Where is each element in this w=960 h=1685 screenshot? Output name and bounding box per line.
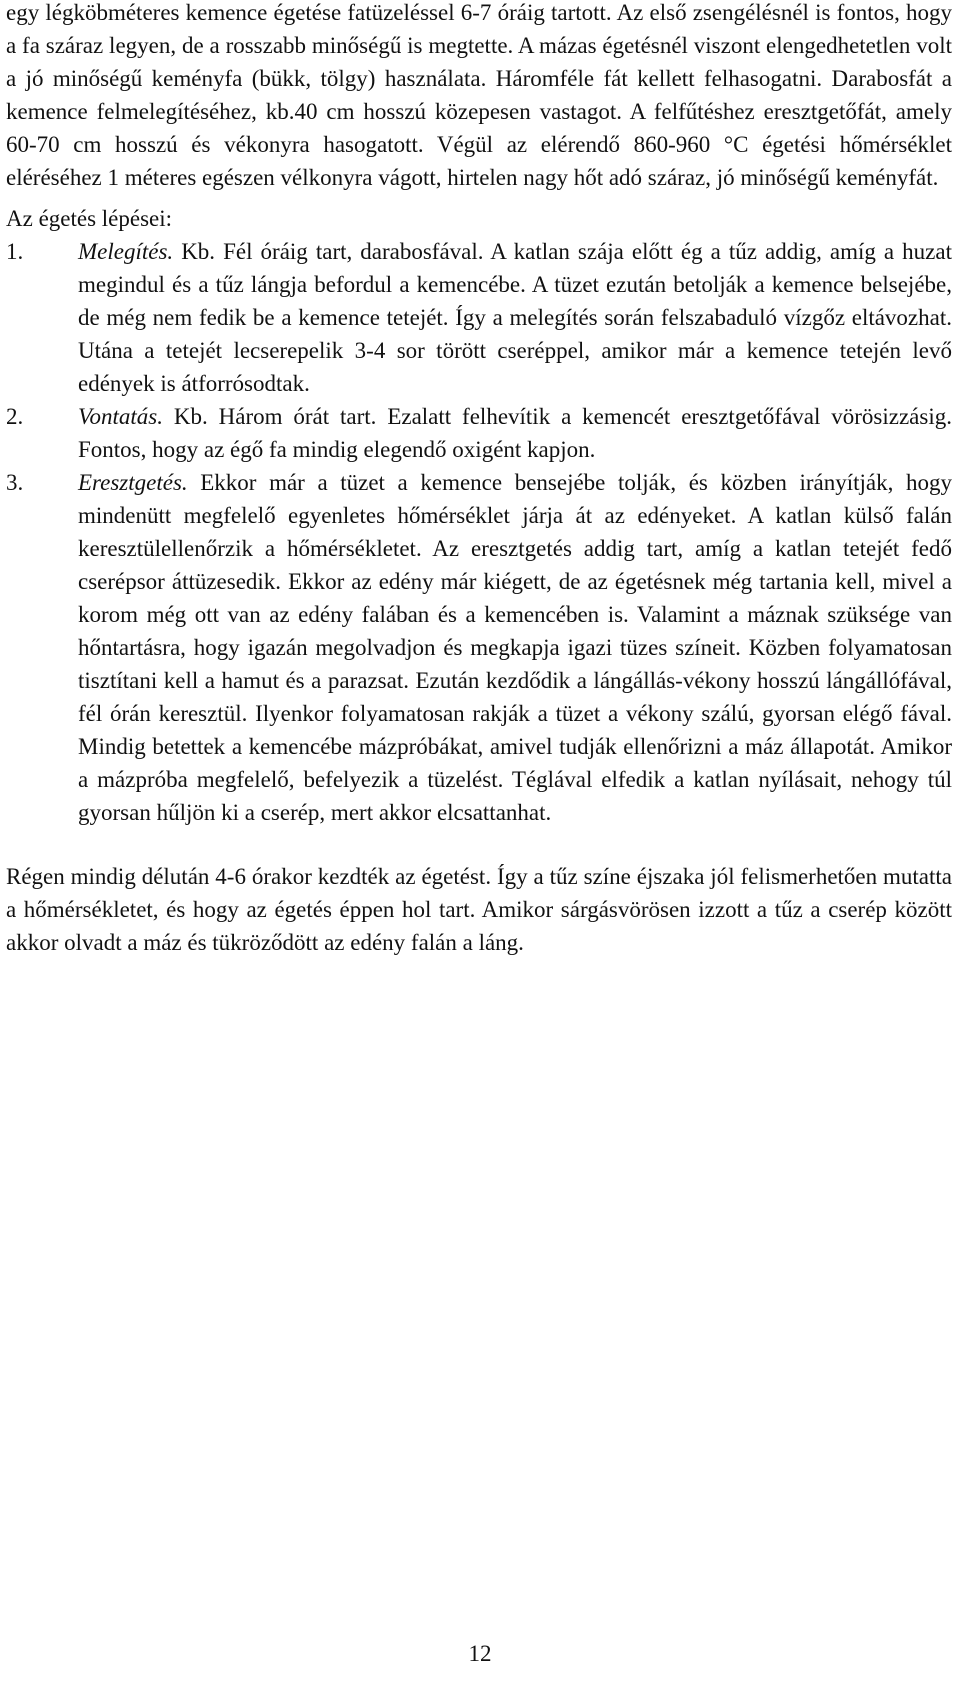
closing-paragraph: Régen mindig délután 4-6 órakor kezdték az égetést. Így a tűz színe éjszaka jól felismerhetően mutatta a hőmérsékletet, és hogy az égetés éppen hol tart. Amikor sárgásvörösen izzott a tűz a cserép között akkor olvadt a máz és tükröződött az edény falán a láng. — [6, 864, 952, 955]
step-text: Kb. Fél óráig tart, darabosfával. A katlan szája előtt ég a tűz addig, amíg a huzat megindul és a tűz lángja befordul a kemencébe. A tüzet ezután betolják a kemence belsejébe, de még nem fedik be a kemence tetejét. Így a melegítés során felszabaduló vízgőz eltávozhat. Utána a tetejét lecserepelik 3-4 sor törött cseréppel, amikor már a kemence tetején levő edények is átforrósodtak. — [78, 239, 952, 396]
step-name: Vontatás. — [78, 404, 163, 429]
steps-heading: Az égetés lépései: — [6, 206, 173, 231]
step-text: Kb. Három órát tart. Ezalatt felhevítik a kemencét eresztgetőfával vörösizzásig. Fontos, hogy az égő fa mindig elegendő oxigént kapjon. — [78, 404, 952, 462]
step-text: Ekkor már a tüzet a kemence bensejébe tolják, és közben irányítják, hogy mindenütt megfelelő egyenletes hőmérséklet járja át az edényeket. A katlan külső falán keresztülellenőrzik a hőmérsékletet. Az eresztgetés addig tart, amíg a katlan tetejét fedő cserépsor áttüzesedik. Ekkor az edény már kiégett, de az égetésnek még tartania kell, mivel a korom még ott van az edény falában és a kemencében is. Valamint a máznak szüksége van hőntartásra, hogy igazán megolvadjon és megkapja igazi tüzes színeit. Közben folyamatosan tisztítani kell a hamut és a parazsat. Ezután kezdődik a lángállás-vékony hosszú lángállófával, fél órán keresztül. Ilyenkor folyamatosan rakják a tüzet a vékony szálú, gyorsan elégő fával. Mindig betettek a kemencébe mázpróbákat, amivel tudják ellenőrizni a máz állapotát. Amikor a mázpróba megfelelő, befelyezik a tüzelést. Téglával elfedik a katlan nyílásait, nehogy túl gyorsan hűljön ki a cserép, mert akkor elcsattanhat. — [78, 470, 952, 825]
steps-list — [6, 235, 952, 829]
step-item-1 — [6, 235, 952, 400]
page-number: 12 — [468, 1641, 492, 1666]
step-item-2 — [6, 400, 952, 466]
step-number: 1. — [6, 239, 24, 264]
intro-paragraph: egy légköbméteres kemence égetése fatüzeléssel 6-7 óráig tartott. Az első zsengélésnél is fontos, hogy a fa száraz legyen, de a rosszabb minőségű is megtette. A mázas égetésnél viszont elengedhetetlen volt a jó minőségű keményfa (bükk, tölgy) használata. Háromféle fát kellett felhasogatni. Darabosfát a kemence felmelegítéséhez, kb.40 cm hosszú közepesen vastagot. A felfűtéshez eresztgetőfát, amely 60-70 cm hosszú és vékonyra hasogatott. Végül az elérendő 860-960 °C égetési hőmérséklet eléréséhez 1 méteres egészen vélkonyra vágott, hirtelen nagy hőt adó száraz, jó minőségű keményfát. — [6, 0, 952, 190]
step-name: Melegítés. — [78, 239, 174, 264]
step-number: 3. — [6, 470, 24, 495]
step-item-3 — [6, 466, 952, 829]
step-number: 2. — [6, 404, 24, 429]
step-name: Eresztgetés. — [78, 470, 188, 495]
document-page — [6, 0, 952, 959]
